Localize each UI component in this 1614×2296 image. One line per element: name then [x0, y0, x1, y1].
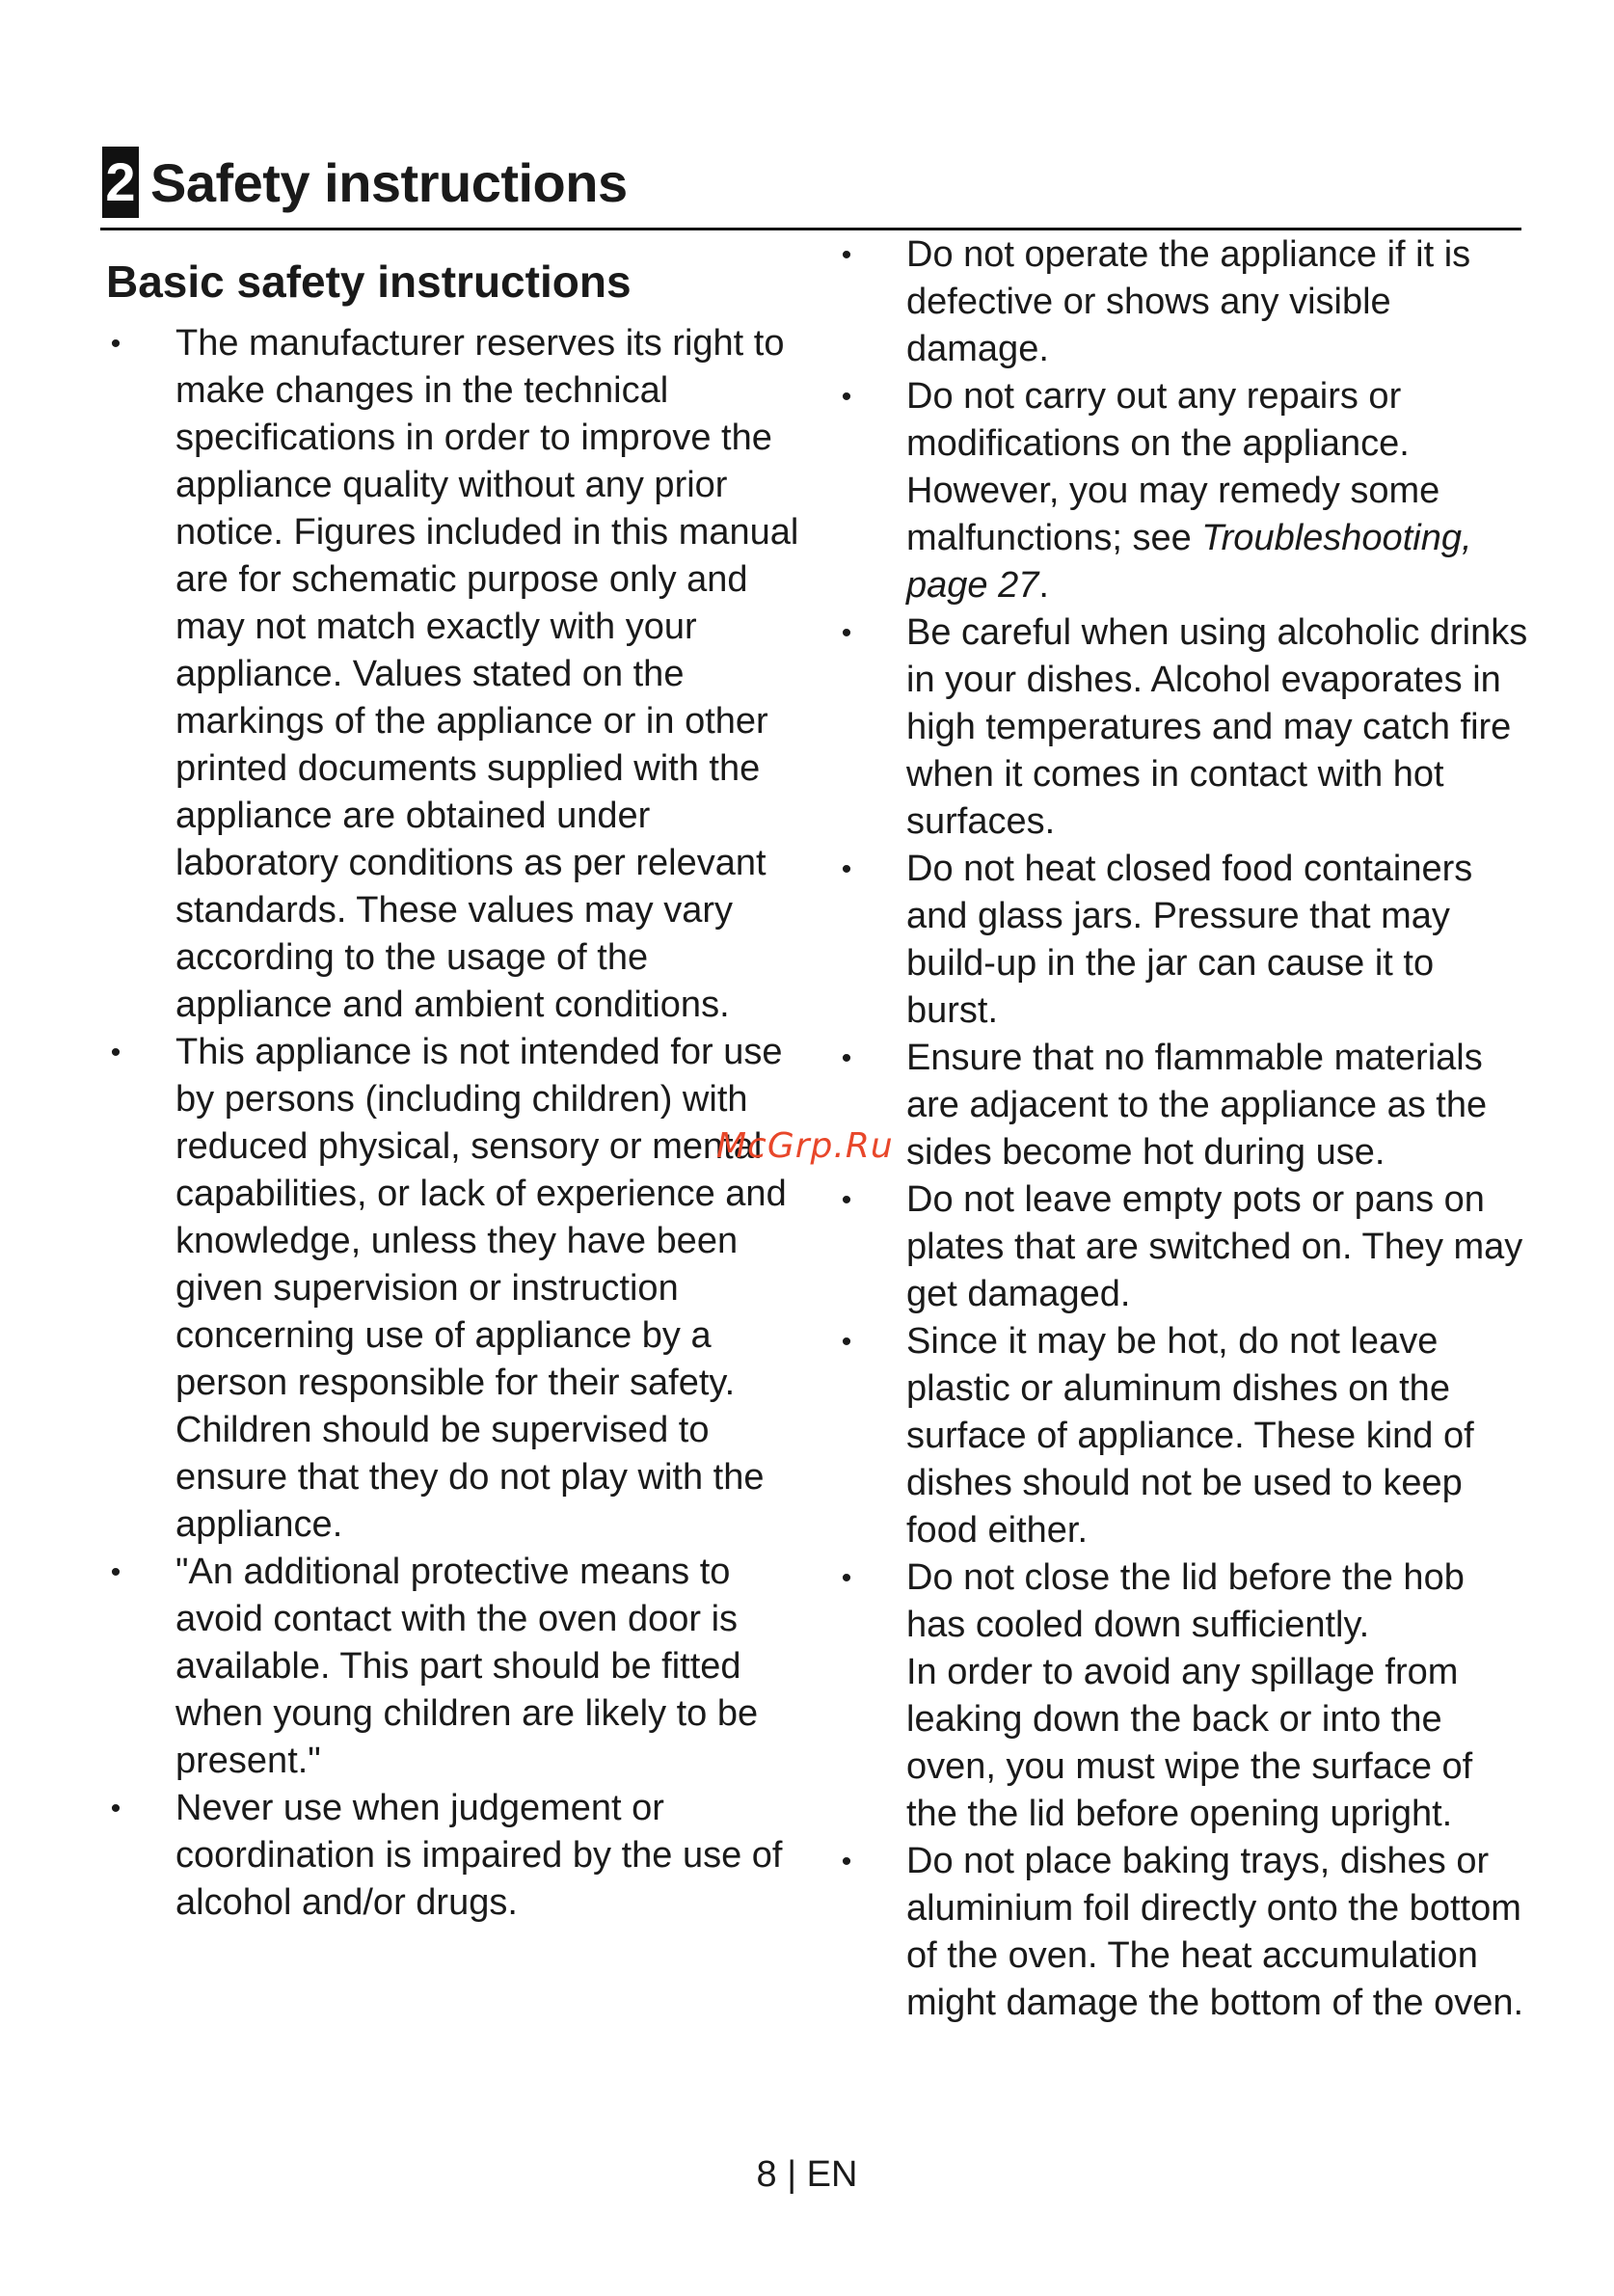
header-divider	[100, 228, 1521, 230]
list-item	[837, 1554, 1531, 1838]
list-item-text: Never use when judgement or coordination is impaired by the use of alcohol and/or drugs.	[175, 1788, 783, 1923]
list-item-text: Do not close the lid before the hob has cooled down sufficiently.	[906, 1557, 1465, 1645]
list-item	[837, 1035, 1531, 1176]
list-item-text	[906, 373, 1531, 609]
list-item	[837, 1318, 1531, 1554]
left-column	[106, 253, 810, 1927]
language-code: EN	[806, 2154, 858, 2195]
bullet-icon: •	[841, 1562, 852, 1594]
list-item	[837, 373, 1531, 609]
list-item-extra: In order to avoid any spillage from leaking down the back or into the oven, you must wipe the surface of the the lid before opening upright.	[906, 1652, 1473, 1834]
bullet-icon: •	[841, 381, 852, 413]
footer-separator: |	[787, 2154, 797, 2195]
troubleshooting-reference: Troubleshooting, page 27	[906, 518, 1472, 606]
list-item-extra: Children should be supervised to ensure that they do not play with the appliance.	[175, 1410, 765, 1545]
bullet-icon: •	[110, 1556, 121, 1588]
bullet-icon: •	[841, 1326, 852, 1358]
page-number: 8	[756, 2154, 777, 2195]
list-item	[106, 1549, 810, 1785]
list-item-text: Do not operate the appliance if it is defective or shows any visible damage.	[906, 234, 1471, 369]
list-item-text: Ensure that no flammable materials are adjacent to the appliance as the sides become hot during use.	[906, 1038, 1488, 1173]
page-footer	[0, 2154, 1614, 2196]
left-bullet-list	[106, 320, 810, 1927]
list-item	[837, 1176, 1531, 1318]
watermark: McGrp.Ru	[716, 1126, 894, 1166]
list-item	[837, 609, 1531, 846]
bullet-icon: •	[841, 1846, 852, 1877]
list-item	[106, 1029, 810, 1549]
list-item-text: Do not heat closed food containers and glass jars. Pressure that may build-up in the jar can cause it to burst.	[906, 849, 1473, 1031]
bullet-icon: •	[841, 1184, 852, 1216]
bullet-icon: •	[110, 1793, 121, 1824]
list-item-text: Do not leave empty pots or pans on plates that are switched on. They may get damaged.	[906, 1179, 1523, 1314]
chapter-header	[102, 147, 628, 218]
bullet-icon: •	[110, 1037, 121, 1068]
bullet-icon: •	[841, 239, 852, 271]
list-item	[837, 1838, 1531, 2027]
section-heading: Basic safety instructions	[106, 257, 632, 307]
chapter-number: 2	[102, 147, 139, 218]
list-item-text: Be careful when using alcoholic drinks in your dishes. Alcohol evaporates in high temperatures and may catch fire when it comes in contact with hot surfaces.	[906, 612, 1528, 842]
right-bullet-list	[837, 231, 1531, 2027]
list-item	[106, 320, 810, 1029]
list-item-text: This appliance is not intended for use by persons (including children) with reduced physical, sensory or mental capabilities, or lack of experience and knowledge, unless they have been given supervision or instruction concerning use of appliance by a person responsible for their safety.	[175, 1032, 787, 1403]
bullet-icon: •	[841, 853, 852, 885]
list-item-text-main: Do not carry out any repairs or modifications on the appliance. However, you may remedy some malfunctions; see	[906, 376, 1440, 558]
chapter-title: Safety instructions	[150, 151, 628, 213]
list-item-text-end: .	[1038, 565, 1049, 606]
right-column	[837, 231, 1531, 2027]
list-item	[837, 846, 1531, 1035]
list-item-text: Since it may be hot, do not leave plastic or aluminum dishes on the surface of appliance. These kind of dishes should not be used to keep food either.	[906, 1321, 1474, 1551]
list-item-text: Do not place baking trays, dishes or aluminium foil directly onto the bottom of the oven. The heat accumulation might damage the bottom of the oven.	[906, 1841, 1524, 2023]
bullet-icon: •	[841, 1042, 852, 1074]
list-item-text: "An additional protective means to avoid contact with the oven door is available. This part should be fitted when young children are likely to be present."	[175, 1552, 759, 1781]
list-item	[106, 1785, 810, 1927]
bullet-icon: •	[841, 617, 852, 649]
list-item	[837, 231, 1531, 373]
bullet-icon: •	[110, 328, 121, 360]
list-item-text: The manufacturer reserves its right to make changes in the technical specifications in order to improve the appliance quality without any prior notice. Figures included in this manual are for schematic purpose only and may not match exactly with your appliance. Values stated on the markings of the appliance or in other printed documents supplied with the appliance are obtained under laboratory conditions as per relevant standards. These values may vary according to the usage of the appliance and ambient conditions.	[175, 323, 799, 1025]
